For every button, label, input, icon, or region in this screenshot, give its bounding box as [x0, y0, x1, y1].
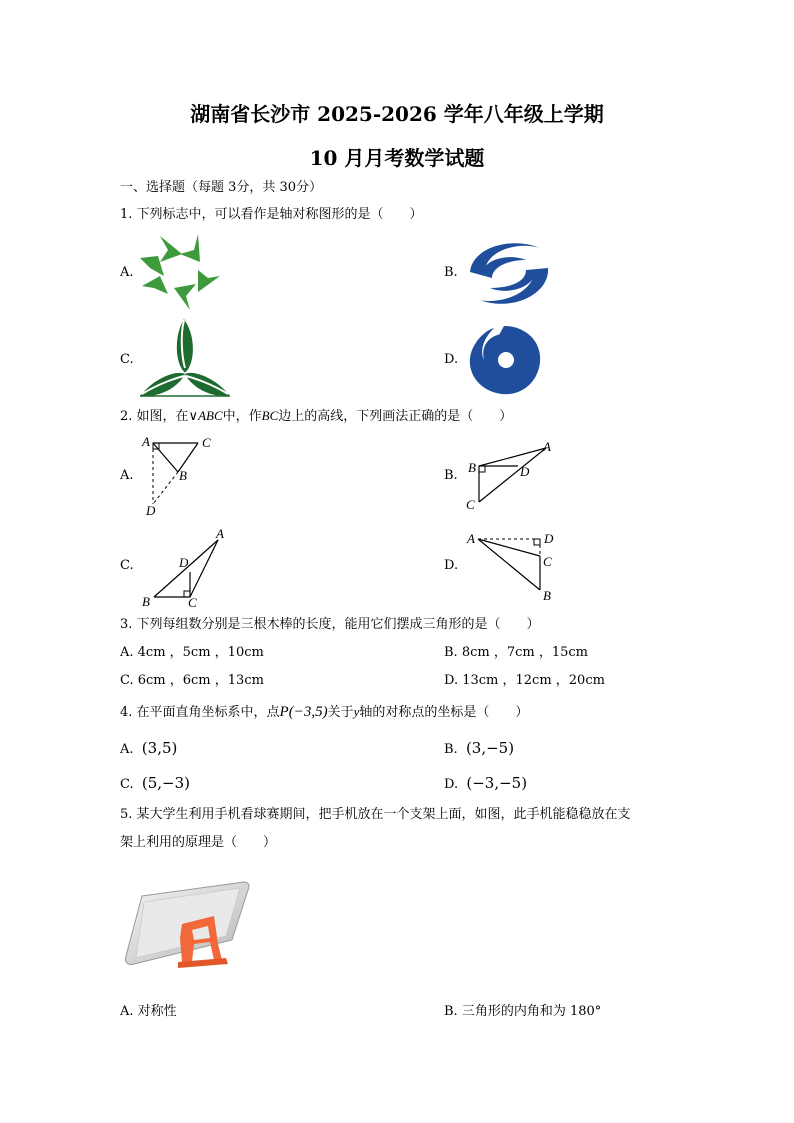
- section-heading: 一、选择题（每题 3分，共 30分）: [120, 180, 323, 195]
- q2-option-d-label: D.: [444, 558, 459, 573]
- q2c-point-d: D: [179, 555, 189, 570]
- q2d-point-c: C: [543, 554, 552, 569]
- q2d-point-d: D: [544, 531, 554, 546]
- q2-option-a-label: A.: [120, 468, 134, 483]
- q4-option-c: C. (5,−3): [120, 774, 191, 792]
- q4-option-a: A. (3,5): [120, 739, 178, 757]
- q2b-point-c: C: [466, 497, 475, 512]
- q3-option-d: D. 13cm ，12cm ，20cm: [444, 673, 605, 688]
- q2b-point-b: B: [468, 460, 476, 475]
- q2a-point-a: A: [142, 434, 150, 449]
- q2a-point-b: B: [179, 468, 187, 483]
- q1-option-d-label: D.: [444, 352, 459, 367]
- q4-option-b: B. (3,−5): [444, 739, 515, 757]
- q2-option-c-label: C.: [120, 558, 134, 573]
- q2b-point-a: A: [543, 439, 551, 454]
- q2b-point-d: D: [520, 464, 530, 479]
- q4-option-d: D. (−3,−5): [444, 774, 528, 792]
- q1-logo-d-blue-circle: [464, 322, 544, 398]
- q1-option-c-label: C.: [120, 352, 134, 367]
- page-title: 湖南省长沙市 2025-2026 学年八年级上学期: [190, 102, 604, 126]
- page-subtitle: 10 月月考数学试题: [309, 146, 485, 170]
- q3-option-c: C. 6cm ，6cm ，13cm: [120, 673, 264, 688]
- q2c-point-b: B: [142, 594, 150, 609]
- question-4-stem: 4. 在平面直角坐标系中，点P(−3,5)关于y轴的对称点的坐标是（ ）: [120, 704, 529, 720]
- q5-option-a: A. 对称性: [120, 1004, 177, 1019]
- question-2-stem: 2. 如图，在∨ABC中，作BC边上的高线，下列画法正确的是（ ）: [120, 408, 513, 424]
- q3-option-a: A. 4cm ，5cm ，10cm: [120, 645, 264, 660]
- q2c-point-a: A: [216, 526, 224, 541]
- q2d-point-a: A: [467, 531, 475, 546]
- q1-logo-b-blue-swoosh: [462, 238, 554, 310]
- q2a-point-d: D: [146, 503, 156, 518]
- question-5-stem-line2: 架上利用的原理是（ ）: [120, 835, 277, 850]
- q5-option-b: B. 三角形的内角和为 180°: [444, 1004, 602, 1019]
- q2-option-b-label: B.: [444, 468, 458, 483]
- question-1-stem: 1. 下列标志中，可以看作是轴对称图形的是（ ）: [120, 207, 423, 222]
- q2c-point-c: C: [188, 595, 197, 610]
- question-5-stem-line1: 5. 某大学生利用手机看球赛期间，把手机放在一个支架上面，如图，此手机能稳稳放在支: [120, 807, 631, 822]
- question-3-stem: 3. 下列每组数分别是三根木棒的长度，能用它们摆成三角形的是（ ）: [120, 617, 540, 632]
- q1-logo-a-green-arrows: [138, 232, 222, 312]
- q2a-point-c: C: [202, 435, 211, 450]
- q1-option-b-label: B.: [444, 265, 458, 280]
- q2d-point-b: B: [543, 588, 551, 603]
- q1-logo-c-green-leaves: [136, 318, 234, 400]
- q1-option-a-label: A.: [120, 265, 134, 280]
- q5-phone-stand-image: [122, 878, 254, 970]
- q3-option-b: B. 8cm ，7cm ，15cm: [444, 645, 588, 660]
